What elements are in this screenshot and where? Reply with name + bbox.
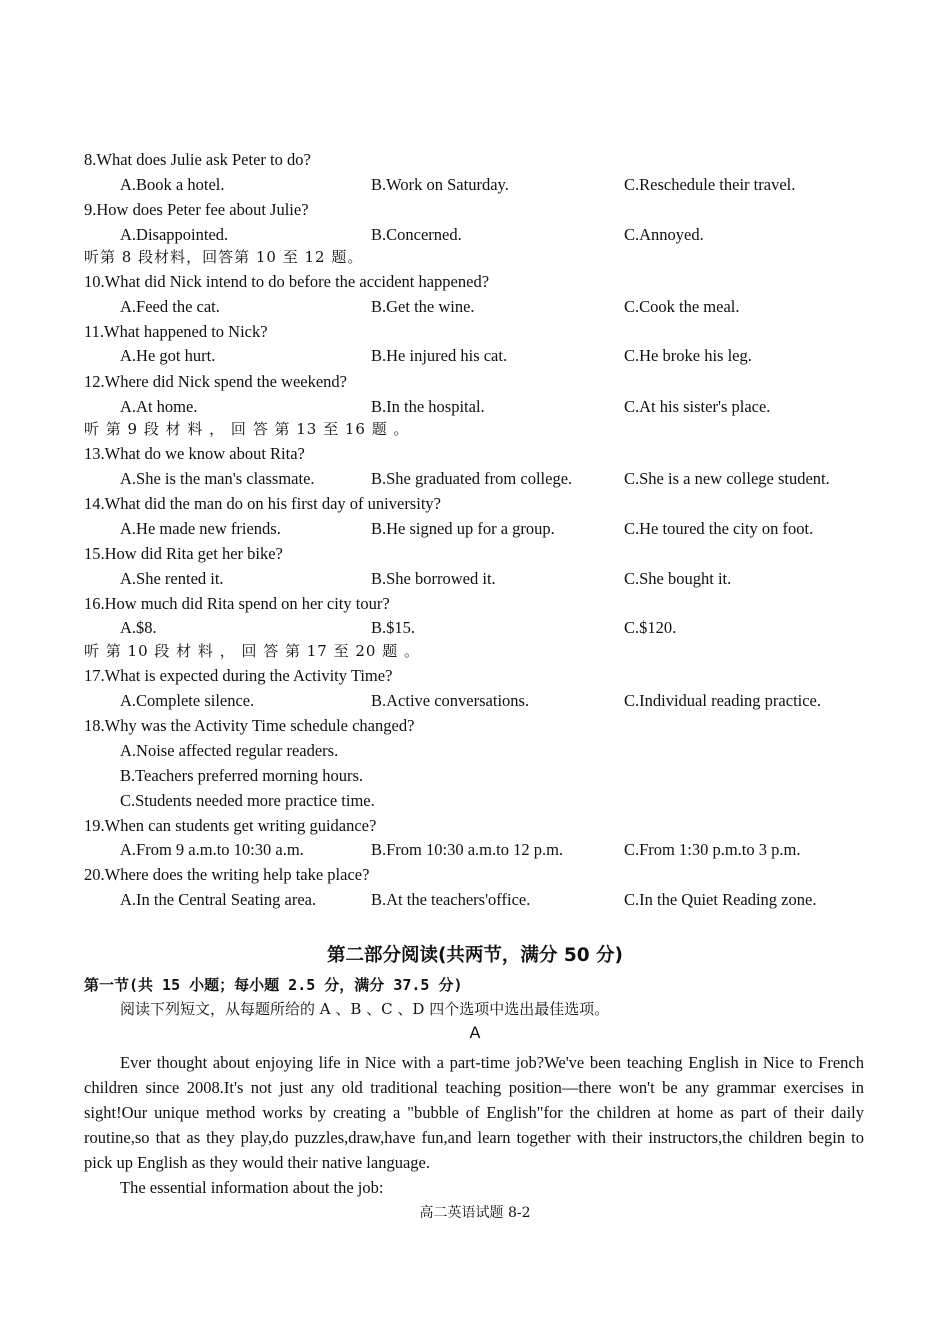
option-b: B.At the teachers'office. — [371, 890, 531, 909]
question-8: 8.What does Julie ask Peter to do? — [84, 150, 311, 169]
option-a: A.Disappointed. — [120, 225, 229, 244]
option-c: C.From 1:30 p.m.to 3 p.m. — [624, 840, 801, 859]
question-14: 14.What did the man do on his first day of university? — [84, 494, 441, 513]
listening-section-heading: 听第 8 段材料，回答第 10 至 12 题。 — [84, 248, 364, 266]
option-a: A.She is the man's classmate. — [120, 469, 315, 488]
option-a: A.$8. — [120, 618, 157, 637]
option-c: C.In the Quiet Reading zone. — [624, 890, 817, 909]
question-17: 17.What is expected during the Activity Time? — [84, 666, 393, 685]
question-18: 18.Why was the Activity Time schedule changed? — [84, 716, 415, 735]
option-c: C.He broke his leg. — [624, 346, 752, 365]
option-b: B.Concerned. — [371, 225, 462, 244]
question-19: 19.When can students get writing guidance? — [84, 816, 377, 835]
option-b: B.He injured his cat. — [371, 346, 508, 365]
listening-section-heading: 听 第 10 段 材 料 ， 回 答 第 17 至 20 题 。 — [84, 642, 421, 660]
question-13: 13.What do we know about Rita? — [84, 444, 305, 463]
passage-letter: A — [469, 1023, 481, 1042]
option-a: A.Complete silence. — [120, 691, 255, 710]
option-b: B.From 10:30 a.m.to 12 p.m. — [371, 840, 564, 859]
option-c: C.She bought it. — [624, 569, 732, 588]
option-c: C.Cook the meal. — [624, 297, 740, 316]
question-11: 11.What happened to Nick? — [84, 322, 268, 341]
option-a: A.Book a hotel. — [120, 175, 225, 194]
option-c: C.At his sister's place. — [624, 397, 771, 416]
option-c: C.Students needed more practice time. — [120, 791, 375, 810]
question-9: 9.How does Peter fee about Julie? — [84, 200, 309, 219]
question-15: 15.How did Rita get her bike? — [84, 544, 283, 563]
passage-paragraph: Ever thought about enjoying life in Nice with a part-time job?We've been teaching English in Nice to French children since 2008.It's not just any old traditional teaching position—there won't be any grammar exercises in sight!Our unique method works by creating a "bubble of English"for the children at home as part of their daily routine,so that as they play,do puzzles,draw,have fun,and learn together with their instructors,the children begin to pick up English as they would their native language. — [84, 1053, 864, 1172]
option-a: A.From 9 a.m.to 10:30 a.m. — [120, 840, 304, 859]
reading-instructions: 阅读下列短文，从每题所给的 A 、B 、C 、D 四个选项中选出最佳选项。 — [120, 1000, 610, 1018]
option-a: A.He made new friends. — [120, 519, 281, 538]
question-12: 12.Where did Nick spend the weekend? — [84, 372, 347, 391]
question-16: 16.How much did Rita spend on her city tour? — [84, 594, 390, 613]
option-c: C.Individual reading practice. — [624, 691, 822, 710]
option-a: A.He got hurt. — [120, 346, 216, 365]
option-c: C.She is a new college student. — [624, 469, 830, 488]
option-a: A.Feed the cat. — [120, 297, 220, 316]
option-a: A.At home. — [120, 397, 198, 416]
option-a: A.Noise affected regular readers. — [120, 741, 339, 760]
option-b: B.$15. — [371, 618, 416, 637]
option-b: B.She graduated from college. — [371, 469, 573, 488]
part2-title: 第二部分阅读(共两节，满分 50 分) — [326, 945, 624, 966]
option-c: C.$120. — [624, 618, 677, 637]
option-b: B.She borrowed it. — [371, 569, 496, 588]
listening-section-heading: 听 第 9 段 材 料 ， 回 答 第 13 至 16 题 。 — [84, 420, 410, 438]
option-c: C.Annoyed. — [624, 225, 704, 244]
option-a: A.In the Central Seating area. — [120, 890, 317, 909]
option-b: B.Get the wine. — [371, 297, 475, 316]
question-20: 20.Where does the writing help take place? — [84, 865, 370, 884]
option-b: B.Active conversations. — [371, 691, 530, 710]
option-c: C.Reschedule their travel. — [624, 175, 796, 194]
question-10: 10.What did Nick intend to do before the accident happened? — [84, 272, 490, 291]
option-a: A.She rented it. — [120, 569, 224, 588]
option-b: B.He signed up for a group. — [371, 519, 555, 538]
option-c: C.He toured the city on foot. — [624, 519, 814, 538]
option-b: B.Work on Saturday. — [371, 175, 509, 194]
option-b: B.In the hospital. — [371, 397, 485, 416]
page-footer: 高二英语试题 8-2 — [419, 1205, 531, 1221]
option-b: B.Teachers preferred morning hours. — [120, 766, 364, 785]
section1-heading: 第一节(共 15 小题；每小题 2.5 分，满分 37.5 分) — [84, 976, 463, 994]
passage-paragraph: The essential information about the job: — [120, 1178, 384, 1197]
